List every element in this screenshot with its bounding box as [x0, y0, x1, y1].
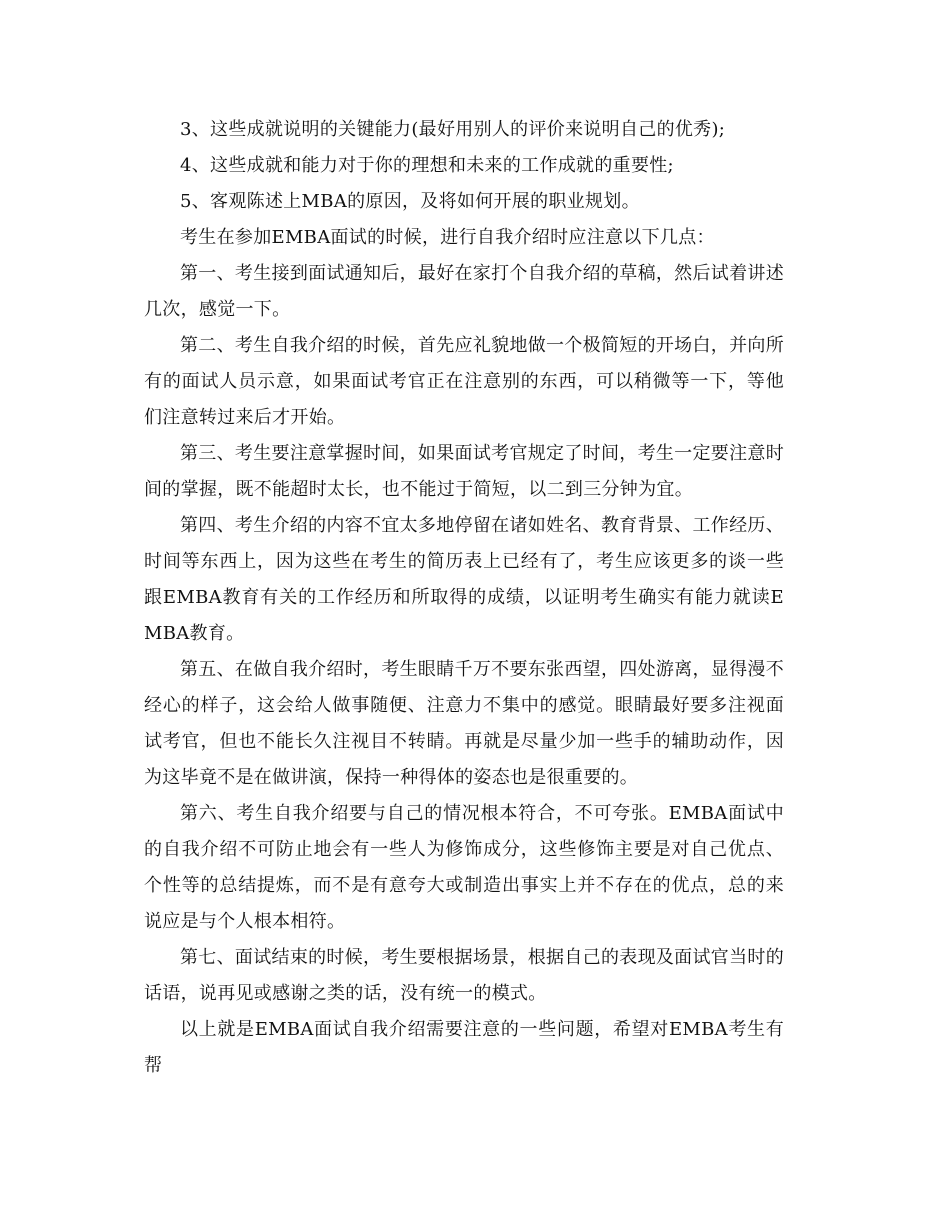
paragraph-fourth: 第四、考生介绍的内容不宜太多地停留在诸如姓名、教育背景、工作经历、时间等东西上，因为这些在考生的简历表上已经有了，考生应该更多的谈一些跟EMBA教育有关的工作经历和所取得的成绩，以证明考生确实有能力就读EMBA教育。: [144, 515, 784, 644]
paragraph-seventh: 第七、面试结束的时候，考生要根据场景，根据自己的表现及面试官当时的话语，说再见或感谢之类的话，没有统一的模式。: [144, 947, 784, 1004]
paragraph-first: 第一、考生接到面试通知后，最好在家打个自我介绍的草稿，然后试着讲述几次，感觉一下。: [144, 263, 784, 320]
paragraph-fifth: 第五、在做自我介绍时，考生眼睛千万不要东张西望，四处游离，显得漫不经心的样子，这会给人做事随便、注意力不集中的感觉。眼睛最好要多注视面试考官，但也不能长久注视目不转睛。再就是尽量少加一些手的辅助动作，因为这毕竟不是在做讲演，保持一种得体的姿态也是很重要的。: [144, 659, 784, 788]
paragraph-intro: 考生在参加EMBA面试的时候，进行自我介绍时应注意以下几点：: [180, 227, 715, 248]
paragraph-item-4: 4、这些成就和能力对于你的理想和未来的工作成就的重要性;: [180, 155, 674, 176]
paragraph-conclusion: 以上就是EMBA面试自我介绍需要注意的一些问题，希望对EMBA考生有帮: [144, 1019, 784, 1076]
paragraph-third: 第三、考生要注意掌握时间，如果面试考官规定了时间，考生一定要注意时间的掌握，既不能超时太长，也不能过于简短，以二到三分钟为宜。: [144, 443, 784, 500]
paragraph-item-3: 3、这些成就说明的关键能力(最好用别人的评价来说明自己的优秀);: [180, 119, 726, 140]
paragraph-second: 第二、考生自我介绍的时候，首先应礼貌地做一个极简短的开场白，并向所有的面试人员示意，如果面试考官正在注意别的东西，可以稍微等一下，等他们注意转过来后才开始。: [144, 335, 784, 428]
paragraph-sixth: 第六、考生自我介绍要与自己的情况根本符合，不可夸张。EMBA面试中的自我介绍不可防止地会有一些人为修饰成分，这些修饰主要是对自己优点、个性等的总结提炼，而不是有意夸大或制造出事实上并不存在的优点，总的来说应是与个人根本相符。: [144, 803, 784, 932]
document-body: [144, 112, 784, 1084]
paragraph-item-5: 5、客观陈述上MBA的原因，及将如何开展的职业规划。: [180, 191, 640, 212]
